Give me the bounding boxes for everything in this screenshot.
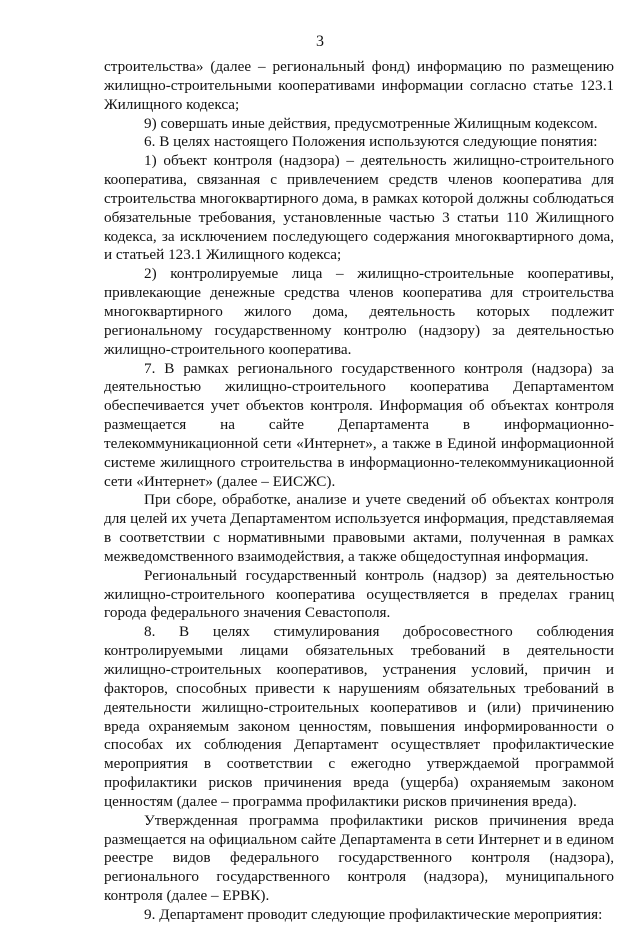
page-number: 3 [316,33,324,50]
paragraph: 7. В рамках регионального государственного контроля (надзора) за деятельностью жилищно-строительного кооператива Департаментом обеспечивается учет объектов контроля. Информация об объектах контроля размещается на сайте Департамента в информационно-телекоммуникационной сети «Интернет», а также в Единой информационной системе жилищного строительства в информационно-телекоммуникационной сети «Интернет» (далее – ЕИСЖС). [104,359,614,490]
paragraph: 8. В целях стимулирования добросовестного соблюдения контролируемыми лицами обязательных требований в деятельности жилищно-строительных кооперативов, устранения условий, причин и факторов, способных привести к нарушениям обязательных требований в деятельности жилищно-строительных кооперативов и (или) причинению вреда охраняемым законом ценностям, повышения информированности о способах их соблюдения Департамент осуществляет профилактические мероприятия в соответствии с ежегодно утверждаемой программой профилактики рисков причинения вреда (ущерба) охраняемым законом ценностям (далее – программа профилактики рисков причинения вреда). [104,623,614,810]
paragraph: Утвержденная программа профилактики рисков причинения вреда размещается на официальном сайте Департамента в сети Интернет и в едином реестре видов федерального государственного контроля (надзора), регионального государственного контроля (надзора), муниципального контроля (далее – ЕРВК). [104,811,614,905]
paragraph: 2) контролируемые лица – жилищно-строительные кооперативы, привлекающие денежные средства членов кооператива для строительства многоквартирного жилого дома, деятельность которых подлежит региональному государственному контролю (надзору) за деятельностью жилищно-строительного кооператива. [104,265,614,358]
paragraph: 6. В целях настоящего Положения используются следующие понятия: [144,133,598,151]
paragraph: При сборе, обработке, анализе и учете сведений об объектах контроля для целей их учета Департаментом используется информация, представляемая в соответствии с нормативными правовыми актами, полученная в рамках межведомственного взаимодействия, а также общедоступная информация. [104,491,614,565]
paragraph: 1) объект контроля (надзора) – деятельность жилищно-строительного кооператива, связанная с привлечением средств членов кооператива для строительства многоквартирного дома, в рамках которой должны соблюдаться обязательные требования, установленные частью 3 статьи 110 Жилищного кодекса, за исключением последующего содержания многоквартирного дома, и статьей 123.1 Жилищного кодекса; [104,152,614,264]
paragraph: Региональный государственный контроль (надзор) за деятельностью жилищно-строительного кооператива осуществляется в пределах границ города федерального значения Севастополя. [104,566,614,622]
paragraph: 9) совершать иные действия, предусмотренные Жилищным кодексом. [144,114,598,132]
document-body [104,58,614,925]
paragraph: 9. Департамент проводит следующие профилактические мероприятия: [144,905,603,923]
paragraph: строительства» (далее – региональный фонд) информацию по размещению жилищно-строительными кооперативами информации согласно статье 123.1 Жилищного кодекса; [104,58,614,113]
